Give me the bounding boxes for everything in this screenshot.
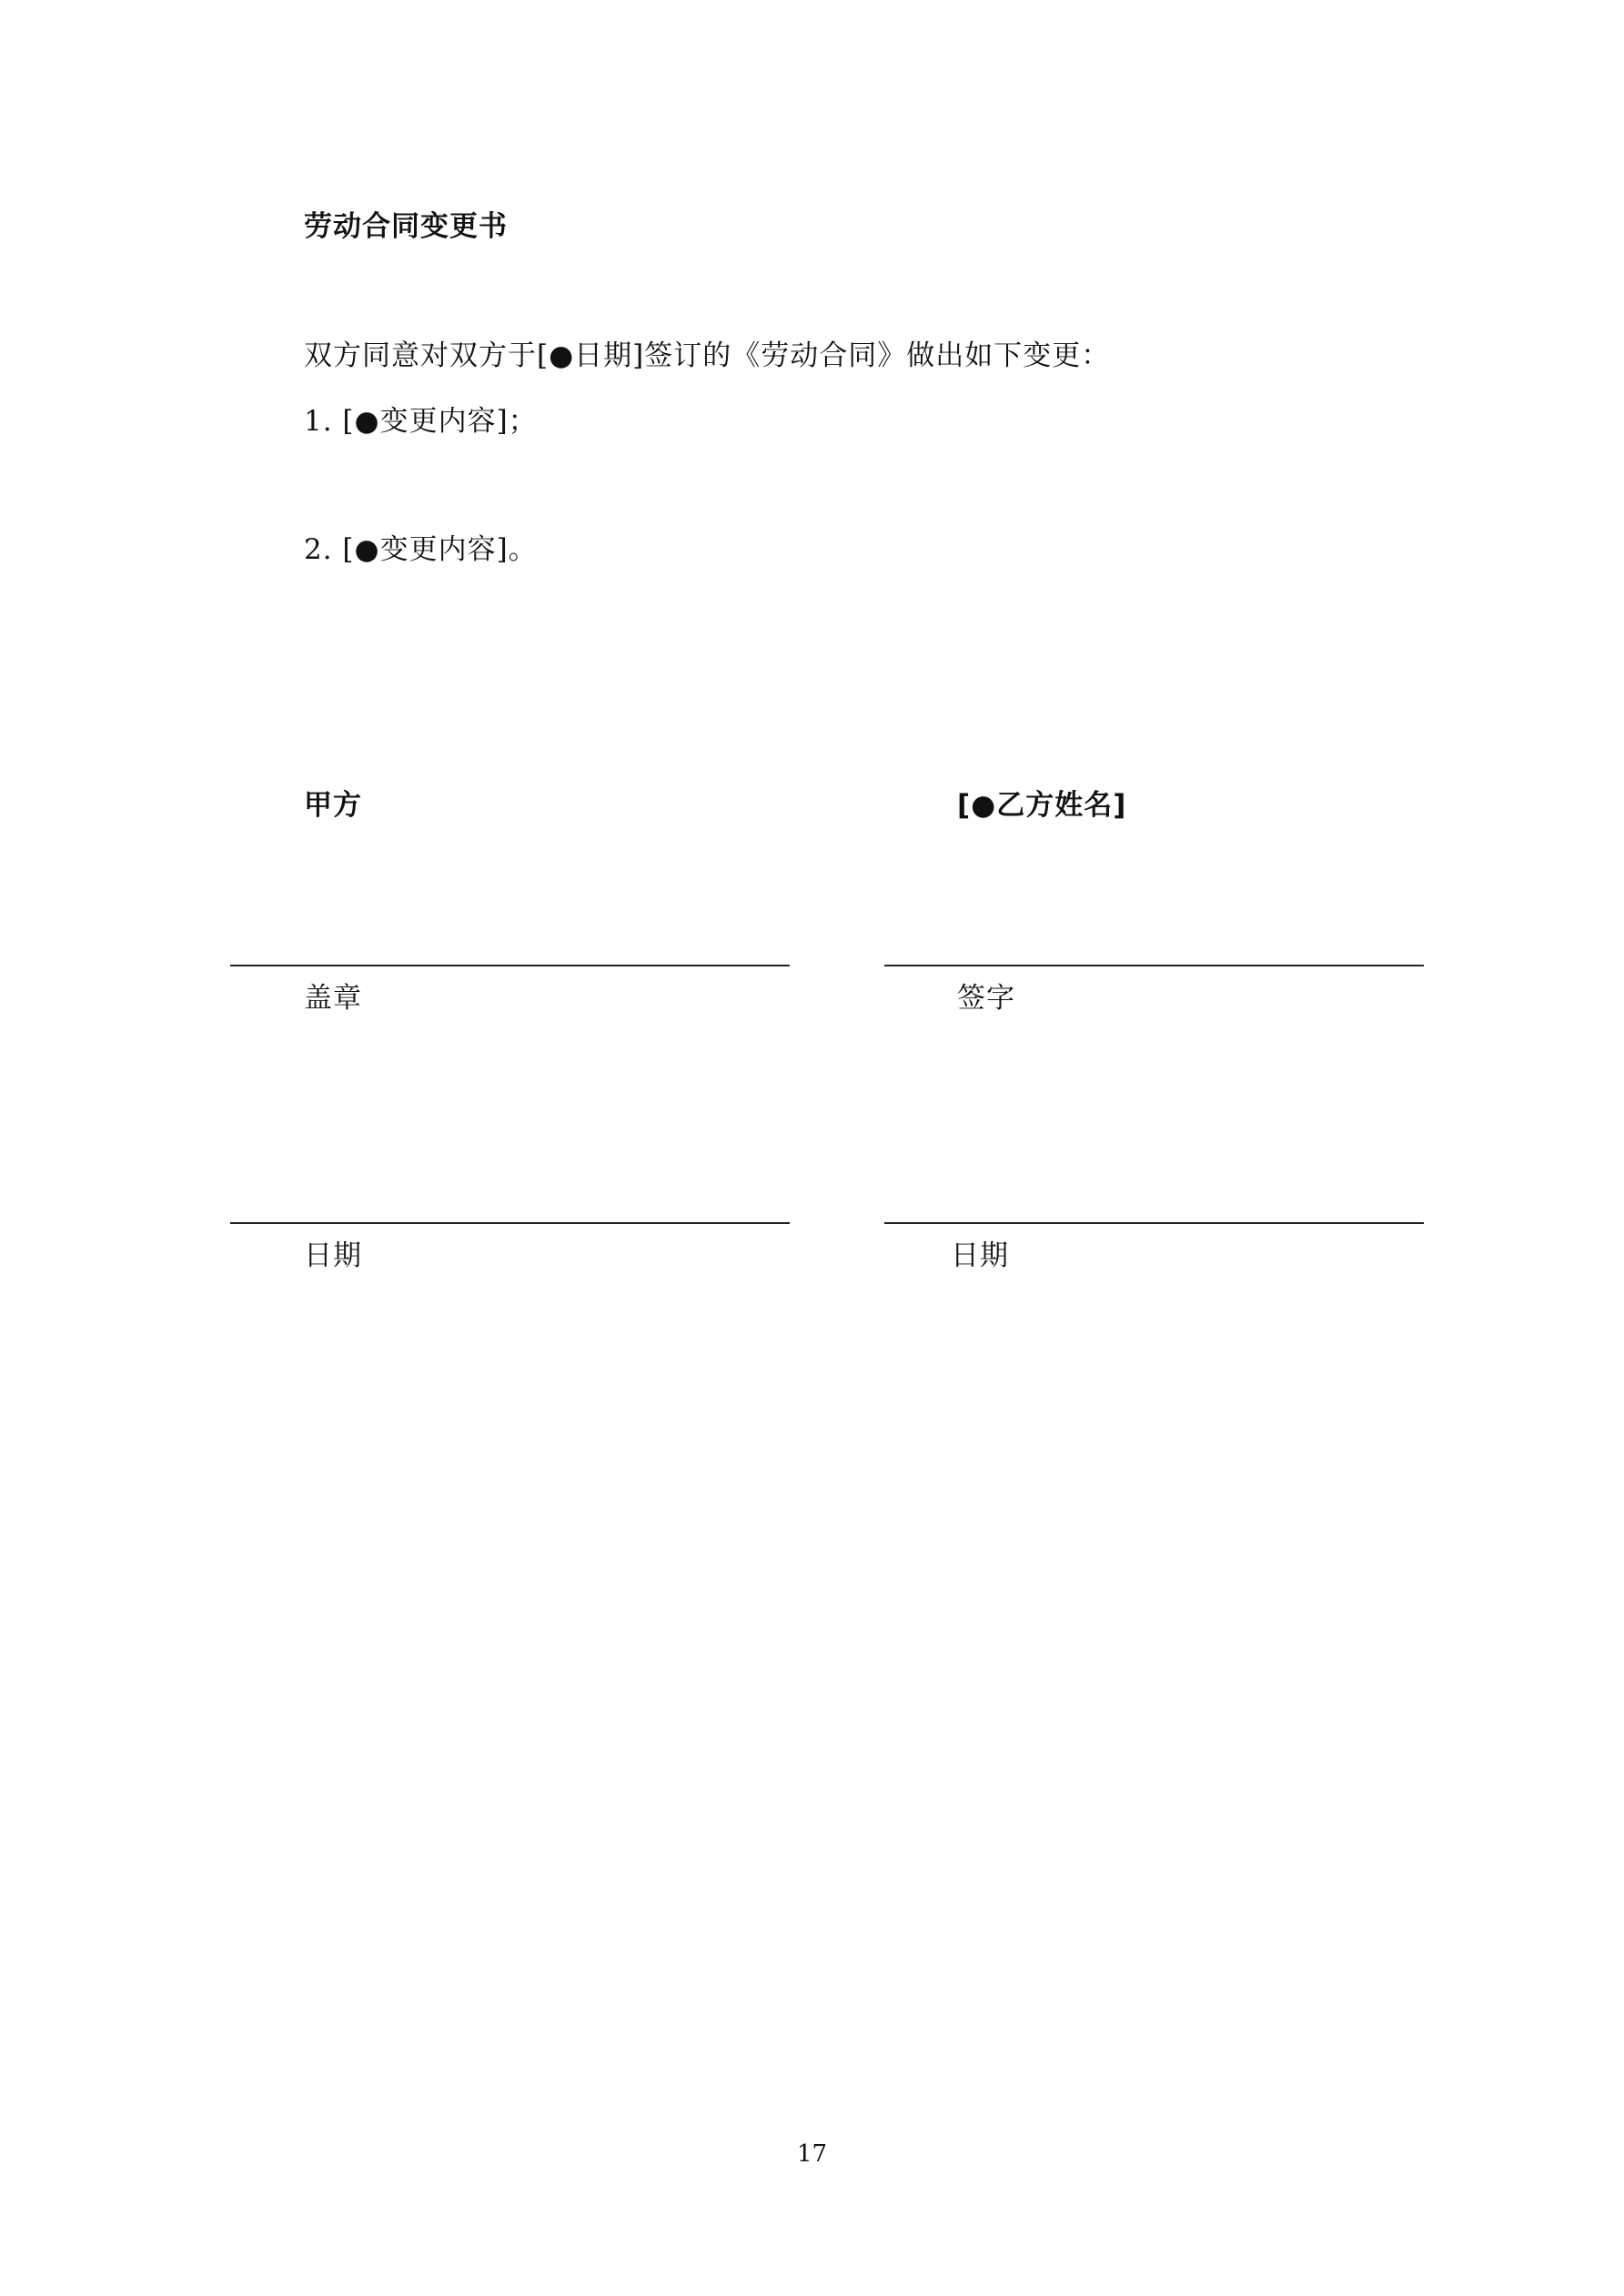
party-b-sign-caption: 签字	[957, 982, 1015, 1015]
intro-paragraph: 双方同意对双方于[●日期]签订的《劳动合同》做出如下变更：	[304, 339, 1111, 372]
party-b-date-caption: 日期	[951, 1239, 1009, 1272]
party-b-signature-line	[884, 965, 1424, 966]
party-a-label: 甲方	[304, 789, 362, 822]
change-item-1: 1. [●变更内容]；	[304, 405, 538, 438]
party-b-date-line	[884, 1222, 1424, 1224]
change-item-2: 2. [●变更内容]。	[304, 533, 538, 566]
party-a-seal-caption: 盖章	[304, 982, 362, 1015]
party-a-seal-line	[230, 965, 790, 966]
document-title: 劳动合同变更书	[304, 210, 508, 243]
party-a-date-line	[230, 1222, 790, 1224]
party-b-label: [●乙方姓名]	[957, 789, 1127, 822]
party-a-date-caption: 日期	[304, 1239, 362, 1272]
page-number: 17	[796, 2140, 828, 2168]
